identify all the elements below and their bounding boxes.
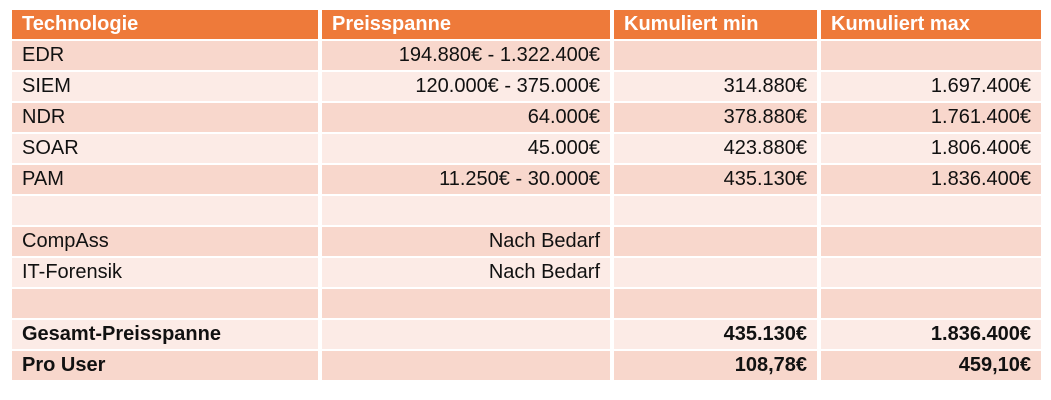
table-row-compass-min bbox=[614, 227, 817, 258]
table-row-siem-technologie: SIEM bbox=[12, 72, 318, 103]
header-preisspanne: Preisspanne bbox=[322, 10, 610, 41]
table-row-soar-min: 423.880€ bbox=[614, 134, 817, 165]
table-row-it-forensik-technologie: IT-Forensik bbox=[12, 258, 318, 289]
table-row-ndr-preisspanne: 64.000€ bbox=[322, 103, 610, 134]
table-row-empty-2-preisspanne bbox=[322, 289, 610, 320]
table-row-ndr-technologie: NDR bbox=[12, 103, 318, 134]
table-row-siem-max: 1.697.400€ bbox=[821, 72, 1041, 103]
table-row-empty-2-min bbox=[614, 289, 817, 320]
table-row-pam-max: 1.836.400€ bbox=[821, 165, 1041, 196]
table-row-empty-1-technologie bbox=[12, 196, 318, 227]
table-row-soar-max: 1.806.400€ bbox=[821, 134, 1041, 165]
table-row-empty-2-max bbox=[821, 289, 1041, 320]
table-row-empty-1-max bbox=[821, 196, 1041, 227]
table-row-compass-technologie: CompAss bbox=[12, 227, 318, 258]
table-row-siem-preisspanne: 120.000€ - 375.000€ bbox=[322, 72, 610, 103]
table-row-siem-min: 314.880€ bbox=[614, 72, 817, 103]
table-row-soar-technologie: SOAR bbox=[12, 134, 318, 165]
table-row-edr-max bbox=[821, 41, 1041, 72]
table-row-edr-technologie: EDR bbox=[12, 41, 318, 72]
table-row-gesamt-min: 435.130€ bbox=[614, 320, 817, 351]
table-row-soar-preisspanne: 45.000€ bbox=[322, 134, 610, 165]
table-row-pam-preisspanne: 11.250€ - 30.000€ bbox=[322, 165, 610, 196]
table-row-ndr-max: 1.761.400€ bbox=[821, 103, 1041, 134]
price-table bbox=[12, 10, 1041, 382]
table-row-compass-max bbox=[821, 227, 1041, 258]
table-row-it-forensik-min bbox=[614, 258, 817, 289]
table-row-ndr-min: 378.880€ bbox=[614, 103, 817, 134]
table-row-pro-user-technologie: Pro User bbox=[12, 351, 318, 382]
table-row-empty-1-min bbox=[614, 196, 817, 227]
table-row-pam-min: 435.130€ bbox=[614, 165, 817, 196]
table-row-gesamt-max: 1.836.400€ bbox=[821, 320, 1041, 351]
table-row-pro-user-min: 108,78€ bbox=[614, 351, 817, 382]
table-row-compass-preisspanne: Nach Bedarf bbox=[322, 227, 610, 258]
table-row-edr-min bbox=[614, 41, 817, 72]
table-row-gesamt-technologie: Gesamt-Preisspanne bbox=[12, 320, 318, 351]
table-row-pam-technologie: PAM bbox=[12, 165, 318, 196]
table-row-empty-1-preisspanne bbox=[322, 196, 610, 227]
table-row-gesamt-preisspanne bbox=[322, 320, 610, 351]
table-row-edr-preisspanne: 194.880€ - 1.322.400€ bbox=[322, 41, 610, 72]
table-row-pro-user-max: 459,10€ bbox=[821, 351, 1041, 382]
header-technologie: Technologie bbox=[12, 10, 318, 41]
table-row-pro-user-preisspanne bbox=[322, 351, 610, 382]
table-row-it-forensik-max bbox=[821, 258, 1041, 289]
header-kumuliert-max: Kumuliert max bbox=[821, 10, 1041, 41]
header-kumuliert-min: Kumuliert min bbox=[614, 10, 817, 41]
table-row-empty-2-technologie bbox=[12, 289, 318, 320]
table-row-it-forensik-preisspanne: Nach Bedarf bbox=[322, 258, 610, 289]
